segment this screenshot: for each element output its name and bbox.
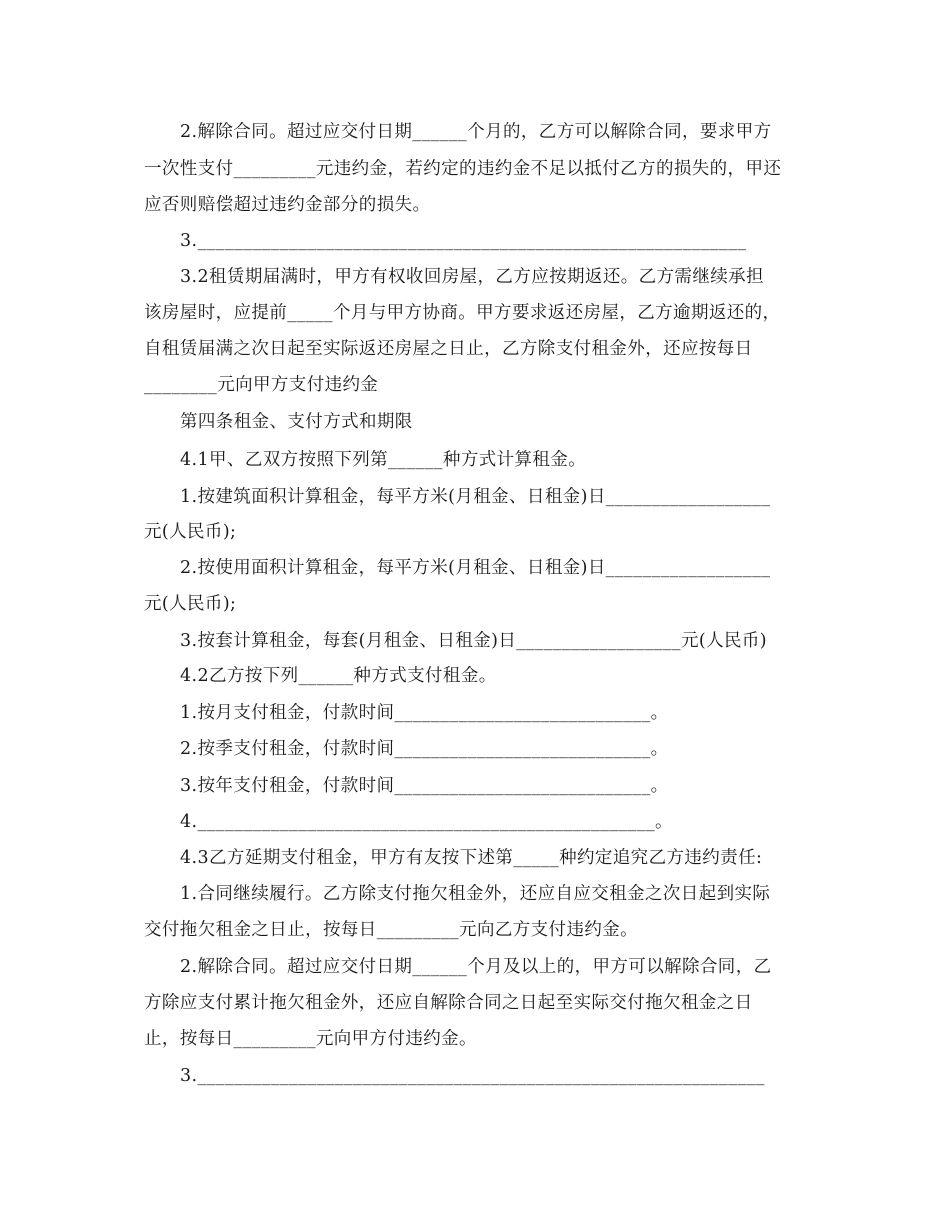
text-line: 方除应支付累计拖欠租金外，还应自解除合同之日起至实际交付拖欠租金之日 (144, 993, 753, 1013)
text-line: 1.合同继续履行。乙方除支付拖欠租金外，还应自应交租金之次日起到实际 (180, 884, 771, 904)
text-line: 4.1甲、乙双方按照下列第______种方式计算租金。 (180, 450, 587, 470)
text-line: 3.______________________________________________________________ (180, 1066, 765, 1086)
text-line: 3.按套计算租金，每套(月租金、日租金)日__________________元(人民币) (180, 631, 768, 651)
text-line: 自租赁届满之次日起至实际返还房屋之日止，乙方除支付租金外，还应按每日 (144, 339, 753, 359)
text-line: 3.2租赁期届满时，甲方有权收回房屋，乙方应按期返还。乙方需继续承担 (180, 267, 764, 287)
text-line: 应否则赔偿超过违约金部分的损失。 (144, 195, 431, 215)
text-line: 2.解除合同。超过应交付日期______个月的，乙方可以解除合同，要求甲方 (180, 122, 772, 142)
text-line: 该房屋时，应提前_____个月与甲方协商。甲方要求返还房屋，乙方逾期返还的， (144, 303, 781, 323)
text-line: 2.按季支付租金，付款时间____________________________。 (180, 739, 669, 759)
text-line: 一次性支付_________元违约金，若约定的违约金不足以抵付乙方的损失的，甲还 (144, 159, 782, 179)
text-line: 止，按每日_________元向甲方付违约金。 (144, 1029, 477, 1049)
text-line: 4.__________________________________________________。 (180, 812, 673, 832)
text-line: 元(人民币); (144, 594, 237, 614)
text-line: 4.3乙方延期支付租金，甲方有友按下述第_____种约定追究乙方违约责任: (180, 848, 763, 868)
text-line: 2.按使用面积计算租金，每平方米(月租金、日租金)日__________________ (180, 558, 771, 578)
text-line: ________元向甲方支付违约金 (144, 375, 379, 395)
text-line: 2.解除合同。超过应交付日期______个月及以上的，甲方可以解除合同，乙 (180, 957, 772, 977)
text-line: 3.____________________________________________________________ (180, 231, 747, 251)
text-line: 4.2乙方按下列______种方式支付租金。 (180, 666, 497, 686)
text-line: 1.按建筑面积计算租金，每平方米(月租金、日租金)日__________________ (180, 487, 771, 507)
text-line: 元(人民币); (144, 522, 237, 542)
text-line: 1.按月支付租金，付款时间____________________________。 (180, 703, 669, 723)
text-line: 3.按年支付租金，付款时间____________________________。 (180, 776, 669, 796)
section-heading: 第四条租金、支付方式和期限 (180, 412, 413, 432)
text-line: 交付拖欠租金之日止，按每日_________元向乙方支付违约金。 (144, 920, 639, 940)
